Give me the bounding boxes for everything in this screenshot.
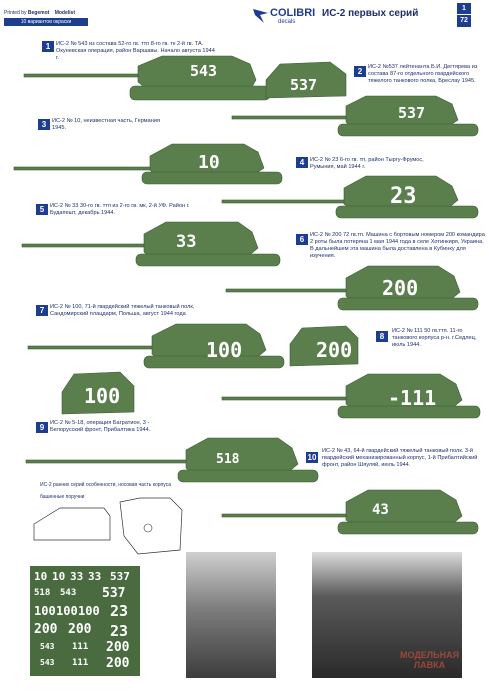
variant-number: 4 [296, 157, 308, 168]
decal: 10 [34, 570, 48, 583]
detail-caption: башенные поручни [40, 494, 85, 500]
tank-number: 537 [398, 104, 426, 122]
variants-badge: 10 вариантов окраски [4, 18, 88, 26]
variant-number: 1 [42, 41, 54, 52]
decal: 10 [52, 570, 66, 583]
variant-caption: ИС-2 № 10, неизвестная часть, Германия 1945. [52, 118, 161, 131]
tank-profile [22, 222, 280, 266]
decal: 200 [68, 622, 92, 637]
tank-profile [222, 374, 480, 418]
decal: 23 [110, 622, 129, 640]
tank-profile [28, 324, 284, 368]
decal: 200 [106, 640, 130, 655]
tank-number: 10 [198, 152, 220, 173]
tank-number: 33 [176, 232, 197, 252]
decal: 543 [40, 642, 55, 651]
variant-number: 3 [38, 119, 50, 130]
scale-badge: 1 72 [457, 3, 471, 27]
brand-sub: decals [278, 19, 296, 25]
tank-profile [222, 490, 478, 534]
tank-number: 200 [316, 338, 353, 362]
decal: 111 [72, 642, 89, 652]
variant-number: 7 [36, 305, 48, 316]
variant-caption: ИС-2 № 543 из состава 52-го гв. ттп 8-го гв. тк 2-й гв. ТА. Окуневская операция, район Варшавы. Начало августа 1944 г. [56, 41, 215, 61]
variant-caption: ИС-2 № 100, 71-й гвардейский тяжелый танковый полк, Сандомирский плацдарм, Польша, август 1944 года [50, 304, 195, 317]
decal: 100 [78, 604, 100, 618]
variant-number: 5 [36, 204, 48, 215]
variant-number: 8 [376, 331, 388, 342]
decal: 100 [56, 604, 78, 618]
variant-caption: ИС-2 № 43, 64-й гвардейский тяжелый танковый полк. 3-й гвардейский механизированный корпус, 1-й Прибалтийский фронт, район Шяуляй, июль 1944. [322, 448, 478, 468]
tank-profile [26, 438, 318, 482]
decal: 33 [88, 570, 102, 583]
page-title: ИС-2 первых серий [322, 8, 419, 19]
decal: 537 [102, 586, 126, 601]
variant-caption: ИС-2 № 5-18, операция Багратион, 3 - Белорусский фронт, Прибалтика 1944. [50, 420, 151, 433]
decal: 100 [34, 604, 56, 618]
variant-number: 6 [296, 234, 308, 245]
tank-profile [14, 144, 282, 184]
decal: 33 [70, 570, 84, 583]
decal: 518 [34, 588, 51, 598]
variant-caption: ИС-2 № 111 50 гв.ттп. 11-го танкового корпуса р-н. г.Седлец, июль 1944. [392, 328, 477, 348]
tank-number: 23 [390, 184, 417, 209]
variant-number: 2 [354, 66, 366, 77]
tank-number: 100 [206, 338, 243, 362]
decal: 200 [106, 656, 130, 671]
historical-photo [186, 552, 276, 678]
tank-number: 43 [372, 502, 389, 518]
decal: 543 [60, 588, 77, 598]
variant-caption: ИС-2 № 200 72 гв.тп. Машина с бортовым номером 200 командира 2 роты была потеряна 1 мая 1944 года в селе Хотинкиря, Украина. В дальнейшем эта машина была доставлена в Кубинку для изучения. [310, 232, 485, 259]
variant-number: 9 [36, 422, 48, 433]
decal: 200 [34, 622, 58, 637]
variant-caption: ИС-2 № 23 6-го гв. тп, район Тыргу-Фрумос, Румыния, май 1944 г. [310, 157, 424, 170]
decal-sheet [30, 566, 140, 676]
decal: 23 [110, 602, 129, 620]
tank-profile [226, 266, 478, 310]
decal: 111 [72, 658, 89, 668]
printed-by: Printed by Begemot Modelist [4, 10, 75, 16]
tank-profile [24, 56, 270, 100]
watermark: МОДЕЛЬНАЯ ЛАВКА [400, 650, 460, 670]
tank-number: 100 [84, 384, 121, 408]
tank-number: 537 [290, 76, 318, 94]
tank-number: 543 [190, 62, 218, 80]
decal: 543 [40, 658, 55, 667]
tank-number: -111 [388, 386, 437, 410]
decal: 537 [110, 570, 130, 583]
brand-name: COLIBRI [270, 7, 316, 19]
variant-number: 10 [307, 453, 317, 462]
variant-caption: ИС-2 №537 лейтенанта Б.И. Дегтярева из состава 87-го отдельного гвардейского тяжелого танкового полка, Бреслау 1945. [368, 64, 478, 84]
tank-number: 518 [216, 452, 240, 467]
detail-sketch [30, 496, 200, 556]
detail-caption: ИС-2 ранних серий особенности, носовая часть корпуса [40, 482, 171, 488]
tank-profile [232, 96, 478, 136]
variant-caption: ИС-2 № 33 30-го гв. ттп из 2-го гв. мк, 2-й УФ. Район г. Будапешт, декабрь 1944. [50, 203, 190, 216]
tank-number: 200 [382, 276, 419, 300]
